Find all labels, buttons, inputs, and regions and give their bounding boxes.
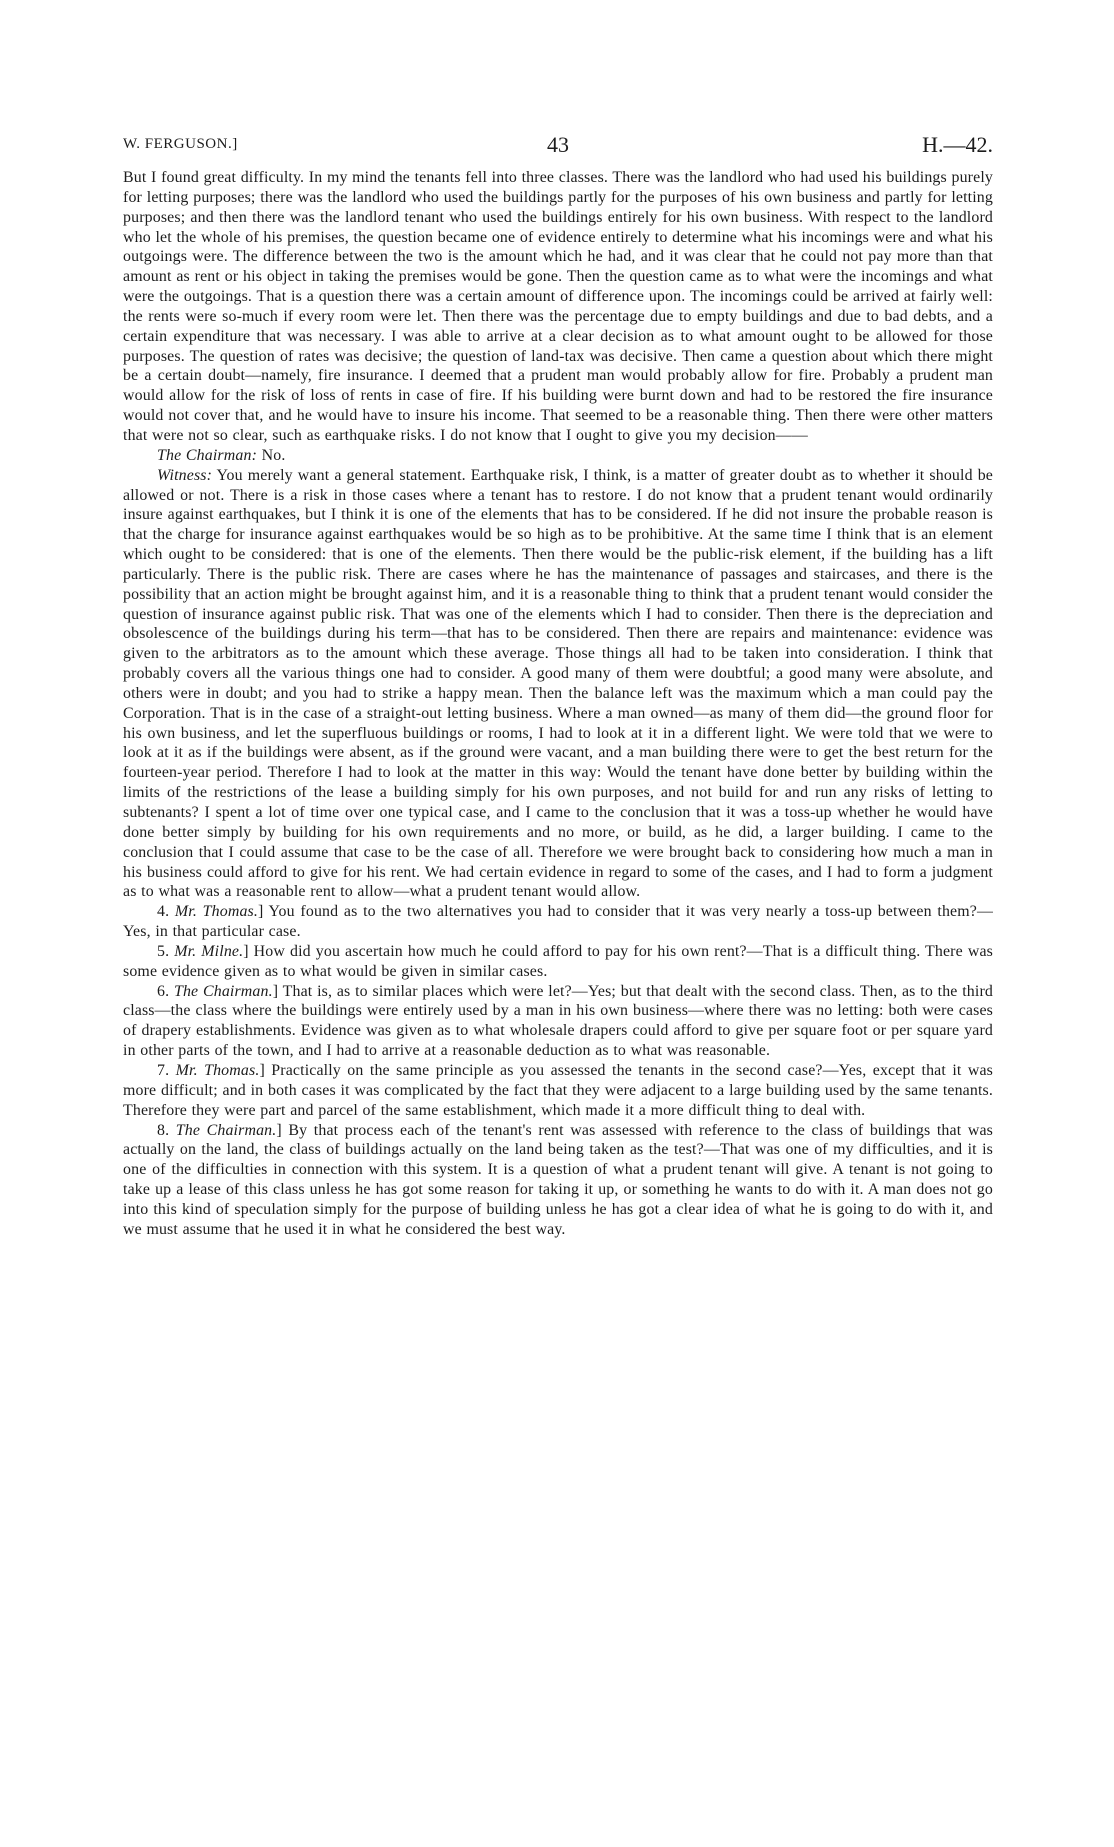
header-witness-name: W. FERGUSON.] — [123, 136, 238, 152]
paragraph-text: You merely want a general statement. Earthquake risk, I think, is a matter of greater doubt as to whether it should be allowed or not. There is a risk in those cases where a tenant has to restore. I do not know that a prudent tenant would ordinarily insure against earthquakes, but I think it is one of the elements that has to be considered. If he did not insure the probable reason is that the charge for insurance against earthquakes would be so high as to be prohibitive. At the same time I think that is an element which ought to be considered: that is one of the elements. Then there would be the public-risk element, if the building has a lift particularly. There is the public risk. There are cases where he has the maintenance of passages and staircases, and there is the possibility that an action might be brought against him, and it is a reasonable thing to think that a prudent tenant would consider the question of insurance against public risk. That was one of the elements which I had to consider. Then there is the depreciation and obsolescence of the buildings during his term—that has to be considered. Then there are repairs and maintenance: evidence was given to the arbitrators as to the amount which these average. Those things all had to be taken into consideration. I think that probably covers all the various things one had to consider. A good many of them were doubtful; a good many were absolute, and others were in doubt; and you had to strike a happy mean. Then the balance left was the maximum which a man could pay the Corporation. That is in the case of a straight-out letting business. Where a man owned—as many of them did—the ground floor for his own business, and let the superfluous buildings or rooms, I had to look at it in a different light. We were told that we were to look at it as if the buildings were absent, as if the ground were vacant, and a man building there were to get the best return for the fourteen-year period. Therefore I had to look at the matter in this way: Would the tenant have done better by building within the limits of the restrictions of the lease a building simply for his own purposes, and not build for and run any risks of letting to subtenants? I spent a lot of time over one typical case, and I came to the conclusion that it was a toss-up whether he would have done better simply by building for his own requirements and no more, or build, as he did, a larger building. I came to the conclusion that I could assume that case to be the case of all. Therefore we were brought back to considering how much a man in his business could afford to give for his rent. We had certain evidence in regard to some of the cases, and I had to form a judgment as to what was a reasonable rent to allow—what a prudent tenant would allow. — [123, 466, 993, 901]
document-body — [123, 168, 993, 1240]
paragraph-text: ] How did you ascertain how much he could afford to pay for his own rent?—That is a difficult thing. There was some evidence given as to what would be given in similar cases. — [123, 942, 993, 980]
paragraph-text: ] That is, as to similar places which were let?—Yes; but that dealt with the second class. Then, as to the third class—the class where the buildings were entirely used by a man in his own business—where there was no letting: both were cases of drapery establishments. Evidence was given as to what wholesale drapers could afford to give per square foot or per square yard in other parts of the town, and I had to arrive at a reasonable deduction as to what was reasonable. — [123, 982, 993, 1060]
question-number: 8. — [157, 1121, 176, 1139]
speaker-name: Mr. Milne. — [174, 942, 244, 960]
paragraph-text: ] You found as to the two alternatives you had to consider that it was very nearly a toss-up between them?—Yes, in that particular case. — [123, 903, 993, 941]
page-header — [123, 128, 993, 168]
speaker-name: Witness: — [157, 466, 213, 484]
document-reference: H.—42. — [922, 132, 993, 157]
question-number: 4. — [157, 903, 175, 921]
paragraph-text: ] By that process each of the tenant's rent was assessed with reference to the class of buildings that was actually on the land, the class of buildings actually on the land being taken as the test?—That was one of my difficulties, and it is one of the difficulties in connection with this system. It is a question of what a prudent tenant will give. A tenant is not going to take up a lease of this class unless he has got some reason for taking it up, or something he wants to do with it. A man does not go into this kind of speculation simply for the purpose of building unless he has got a clear idea of what he is going to do with it, and we must assume that he used it in what he considered the best way. — [123, 1121, 994, 1238]
paragraph-3 — [123, 466, 993, 903]
page-number: 43 — [547, 132, 569, 157]
question-8 — [123, 1121, 993, 1240]
paragraph-1: But I found great difficulty. In my mind the tenants fell into three classes. There was the landlord who had used his buildings purely for letting purposes; there was the landlord who used the buildings partly for the purposes of his own business and partly for letting purposes; and then there was the landlord tenant who used the buildings entirely for his own business. With respect to the landlord who let the whole of his premises, the question became one of evidence entirely to determine what his incomings were and what his outgoings were. The difference between the two is the amount which he had, and it was clear that he could not pay more than that amount as rent or his object in taking the premises would be gone. Then the question came as to what were the incomings and what were the outgoings. That is a question there was a certain amount of difference upon. The incomings could be arrived at fairly well: the rents were so-much if every room were let. Then there was the percentage due to empty buildings and due to bad debts, and a certain expenditure that was necessary. I was able to arrive at a clear decision as to what amount ought to be allowed for those purposes. The question of rates was decisive; the question of land-tax was decisive. Then came a question about which there might be a certain doubt—namely, fire insurance. I deemed that a prudent man would probably allow for fire. Probably a prudent man would allow for the risk of loss of rents in case of fire. If his building were burnt down and had to be restored the fire insurance would not cover that, and he would have to insure his income. That seemed to be a reasonable thing. Then there were other matters that were not so clear, such as earthquake risks. I do not know that I ought to give you my decision—— — [123, 169, 993, 444]
document-page — [123, 128, 993, 1240]
question-6 — [123, 982, 993, 1061]
speaker-name: The Chairman: — [157, 446, 258, 464]
question-number: 5. — [157, 942, 175, 960]
paragraph-text: ] Practically on the same principle as you assessed the tenants in the second case?—Yes, except that it was more difficult; and in both cases it was complicated by the fact that they were adjacent to a large building used by the same tenants. Therefore they were part and parcel of the same establishment, which made it a more difficult thing to deal with. — [123, 1061, 994, 1119]
speaker-name: The Chairman. — [175, 1121, 277, 1139]
question-number: 7. — [157, 1061, 176, 1079]
paragraph-2 — [123, 446, 993, 466]
speaker-name: The Chairman. — [173, 982, 273, 1000]
question-5 — [123, 942, 993, 982]
paragraph-text: No. — [257, 446, 286, 464]
question-4 — [123, 902, 993, 942]
question-7 — [123, 1061, 993, 1121]
speaker-name: Mr. Thomas. — [174, 903, 258, 921]
speaker-name: Mr. Thomas. — [175, 1061, 260, 1079]
question-number: 6. — [157, 982, 174, 1000]
